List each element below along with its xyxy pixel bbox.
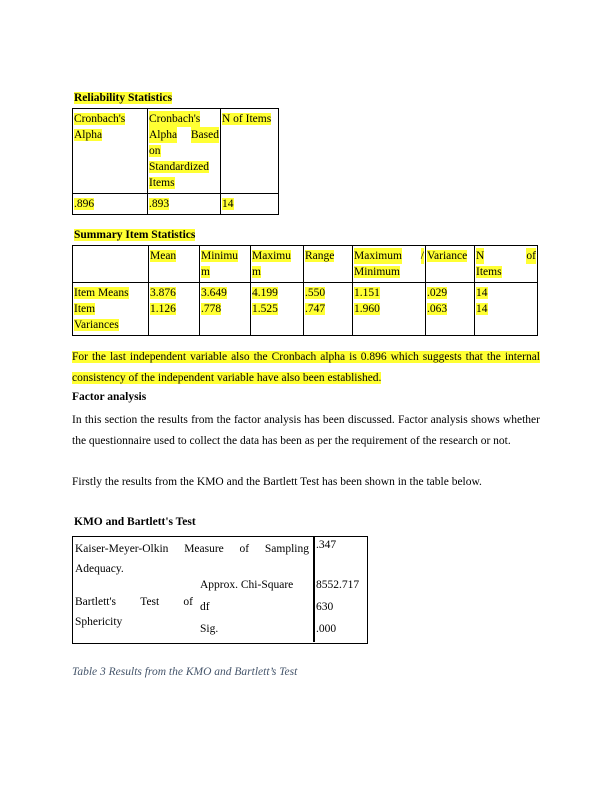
reliability-table [72,108,279,215]
table-row [73,109,279,194]
header-cronbach-alpha: Cronbach's Alpha [73,109,148,194]
paragraph-cronbach: For the last independent variable also the Cronbach alpha is 0.896 which suggests that the internal consistency of the independent variable have also been established. [72,351,540,384]
cell-n-items: 14 14 [475,283,538,336]
summary-title: Summary Item Statistics [74,229,196,241]
cell-mean: 3.876 1.126 [149,283,200,336]
header-max-min: Maximum / Minimum [353,246,426,283]
sig-label: Sig. [200,623,219,635]
header-maximum: Maximu m [251,246,304,283]
row-labels: Item Means Item Variances [73,283,149,336]
cell-maximum: 4.199 1.525 [251,283,304,336]
value-alpha: .896 [73,194,148,215]
chi-square-value: 8552.717 [316,579,360,591]
kmo-label: Kaiser-Meyer-Olkin Measure of Sampling Adequacy. [75,543,309,575]
header-variance: Variance [426,246,475,283]
header-n-items: N of Items [221,109,279,194]
cell-range: .550 .747 [304,283,353,336]
value-alpha-standardized: .893 [148,194,221,215]
df-label: df [200,601,210,613]
chi-square-label: Approx. Chi-Square [200,579,294,591]
header-blank [73,246,149,283]
bartlett-label: Bartlett's Test of Sphericity [75,596,193,628]
header-range: Range [304,246,353,283]
reliability-title: Reliability Statistics [74,92,173,104]
table-row [73,246,538,283]
paragraph-factor: In this section the results from the factor analysis has been discussed. Factor analysis shows whether the questionnaire used to collect the data has been as per the requirement of the research or not. [72,414,540,447]
kmo-value: .347 [316,539,337,551]
table-caption: Table 3 Results from the KMO and Bartlett’s Test [72,666,298,678]
cell-minimum: 3.649 .778 [200,283,251,336]
kmo-title: KMO and Bartlett's Test [74,516,196,528]
table-row [73,194,279,215]
cell-variance: .029 .063 [426,283,475,336]
header-minimum: Minimu m [200,246,251,283]
kmo-table [72,536,368,644]
header-n-items: N of Items [475,246,538,283]
table-row [73,283,538,336]
cell-max-min: 1.151 1.960 [353,283,426,336]
header-alpha-standardized: Cronbach's Alpha Based on Standardized Items [148,109,221,194]
value-n-items: 14 [221,194,279,215]
df-value: 630 [316,601,334,613]
paragraph-kmo-intro: Firstly the results from the KMO and the Bartlett Test has been shown in the table below. [72,476,482,488]
header-mean: Mean [149,246,200,283]
sig-value: .000 [316,623,337,635]
summary-table [72,245,538,336]
factor-analysis-heading: Factor analysis [72,391,147,403]
